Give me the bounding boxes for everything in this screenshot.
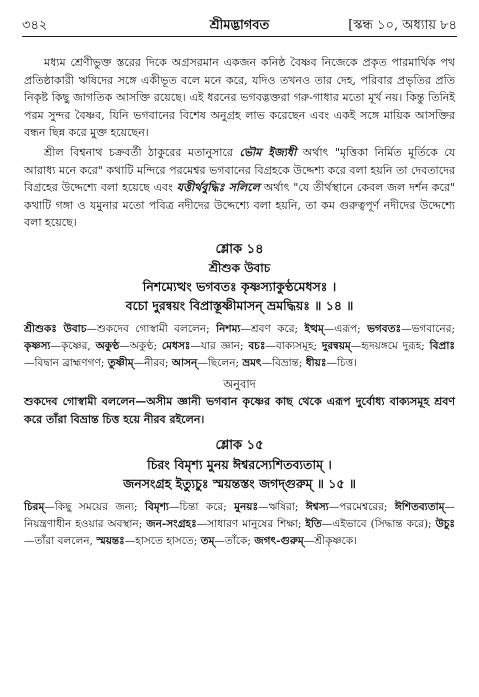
synonym-meaning: —যার জ্ঞান; [190, 339, 249, 352]
synonym-word: বচঃ [248, 339, 266, 352]
synonym-word: ভ্রমৎ [242, 356, 262, 369]
chapter-reference: [স্কন্ধ ১০, অধ্যায় ৮৪ [348, 18, 457, 33]
synonym-word: ইতি [305, 518, 322, 531]
synonym-word: ঈশিতব্যতাম্ [394, 501, 445, 514]
synonym-word: আসন্ [171, 356, 198, 369]
synonym-meaning: —বাক্যসমূহ; [265, 339, 322, 352]
purport-tail: অর্থাৎ "যে তীর্থস্থানে কেবল জল দর্শন করে" কথাটি গঙ্গা ও যমুনার মতো পবিত্র নদীদের উদ্দেশ্যে বলা হয়নি, তা কম গুরুত্বপূর্ণ নদীদের উদ্দেশ্যে বলা হয়েছে। [24, 181, 456, 230]
synonym-meaning: —পরমেশ্বরের; [328, 501, 395, 514]
synonym-word: তুষ্ণীম্ [107, 356, 134, 369]
synonym-word: বিপ্রাঃ [429, 339, 455, 352]
synonym-meaning: —ঋষিরা; [258, 501, 306, 514]
synonym-meaning: —হাসতে হাসতে; [124, 535, 201, 548]
verse-14-line-1: নিশম্যেত্থং ভগবতঃ কৃষ্ণস্যাকুণ্ঠমেধসঃ । [142, 278, 337, 294]
synonym-word: ভগবতঃ [367, 322, 402, 335]
purport-paragraph-1: মধ্যম শ্রেণীভুক্ত স্তরের দিকে অগ্রসরমান একজন কনিষ্ঠ বৈষ্ণব নিজেকে প্রকৃত পারমার্থিক পথ প্রতিষ্ঠাকারী ঋষিদের সঙ্গে একীভূত বলে মনে করে, যদিও তখনও তার দেহ, পরিবার প্রভৃতির প্রতি নিকৃষ্ট কিছু জাগতিক আসক্তি রয়েছে। এই ধরনের ভগবদ্ভক্তরা গরু-গাধার মতো মূর্খ নয়। কিন্তু তিনিই পরম সুন্দর বৈষ্ণব, যিনি ভগবানের বিশেষ অনুগ্রহ লাভ করেছেন এবং একই সঙ্গে মায়িক আসক্তির বন্ধন ছিন্ন করে মুক্ত হয়েছেন। [24, 56, 455, 140]
synonym-word: শ্রীশুকঃ উবাচ [24, 322, 87, 335]
synonym-meaning: —তাঁরা বললেন, [24, 535, 97, 548]
verse-14-translation: শুকদেব গোস্বামী বললেন—অসীম জ্ঞানী ভগবান কৃষ্ণের কাছ থেকে এরূপ দুর্বোধ্য বাক্যসমূহ শ্রবণ করে তাঁরা বিভ্রান্ত চিত্ত হয়ে নীরব রইলেন। [24, 394, 455, 426]
synonym-word: বিমৃশ্য [145, 501, 169, 514]
term-yat-tirtha-buddhih: যত্তীর্থবুদ্ধিঃ সলিলে [176, 181, 260, 195]
synonym-meaning: —বিদ্বান ব্রাহ্মণগণ; [24, 356, 108, 369]
synonym-word: কৃষ্ণস্য [24, 339, 51, 352]
synonym-meaning: —ভগবানের; [401, 322, 456, 335]
page-header [22, 12, 457, 37]
page-body [24, 54, 455, 550]
synonym-meaning: —অকুণ্ঠ; [119, 339, 162, 352]
verse-15-heading: শ্লোক ১৫ [215, 438, 264, 454]
synonym-meaning: —বিভ্রান্ত; [261, 356, 306, 369]
synonym-word: অকুণ্ঠ [95, 339, 120, 352]
book-title: শ্রীমদ্ভাগবত [209, 18, 270, 33]
synonym-meaning: —নীরব; [133, 356, 172, 369]
synonym-word: নিশম্য [216, 322, 241, 335]
verse-14-synonyms [24, 321, 455, 372]
verse-15-line-2: জনসংগ্রহ ইত্যুচুঃ স্ময়ন্তস্তং জগদ্গুরুম্ ॥ ১৫ ॥ [123, 476, 356, 492]
synonym-meaning: —ছিলেন; [197, 356, 243, 369]
purport-lead: শ্রীল বিশ্বনাথ চক্রবর্তী ঠাকুরের মতানুসারে [44, 145, 233, 159]
synonym-meaning: —এইভাবে (সিদ্ধান্ত করে); [321, 518, 436, 531]
verse-14-line-2: বচো দুরন্বয়ং বিপ্রাস্তূষ্ণীমাসন্ ভ্রমদ্ধিয়ঃ ॥ ১৪ ॥ [125, 297, 354, 313]
synonym-meaning: —নিয়ন্ত্রণাধীন হওয়ার অবস্থান; [24, 501, 455, 531]
synonym-meaning: —কৃষ্ণের, [50, 339, 96, 352]
synonym-word: ধীয়ঃ [305, 356, 327, 369]
synonym-meaning: —শ্রীকৃষ্ণকে। [303, 535, 357, 548]
purport-paragraph-2 [24, 144, 455, 232]
synonym-word: ইত্থম্ [304, 322, 324, 335]
term-bhauma-ijyadhi: ভৌম ইজ্যধী [239, 145, 297, 159]
verse-14-speaker: শ্রীশুক উবাচ [208, 260, 271, 275]
synonym-meaning: —শ্রবণ করে; [240, 322, 305, 335]
verse-15-synonyms [24, 499, 455, 550]
synonym-meaning: —কিছু সময়ের জন্য; [44, 501, 146, 514]
synonym-meaning: —চিত্ত। [326, 356, 357, 369]
page-number: ৩৪২ [22, 18, 48, 33]
synonym-meaning: —শুকদেব গোস্বামী বললেন; [86, 322, 217, 335]
synonym-word: চিরম্ [24, 501, 45, 514]
synonym-meaning: —তাঁকে; [214, 535, 255, 548]
synonym-meaning: —সাধারণ মানুষের শিক্ষা; [196, 518, 306, 531]
verse-15-line-1: চিরং বিমৃশ্য মুনয় ঈশ্বরস্যেশিতব্যতাম্ । [147, 457, 332, 473]
synonym-meaning: —চিন্তা করে; [168, 501, 235, 514]
synonym-word: তম্ [200, 535, 215, 548]
synonym-word: দুরন্বয়ম্ [321, 339, 351, 352]
synonym-word: মেধসঃ [161, 339, 191, 352]
verse-14-translation-label: অনুবাদ [223, 376, 256, 391]
synonym-meaning: —এরূপ; [323, 322, 368, 335]
synonym-word: উচুঃ [435, 518, 456, 531]
verse-14-heading: শ্লোক ১৪ [215, 241, 264, 257]
synonym-meaning: —হৃদয়ঙ্গমে দুরূহ; [350, 339, 430, 352]
synonym-word: মুনয়ঃ [234, 501, 259, 514]
synonym-word: জগৎ-গুরুম্ [254, 535, 304, 548]
purport-middle: অর্থাৎ "মৃত্তিকা নির্মিত মূর্তিকে যে আরাধ্য মনে করে" কথাটি মন্দিরে পরমেশ্বর ভগবানের বিগ্রহকে উদ্দেশ্য করে বলা হয়নি তা দেবতাদের বিগ্রহের উদ্দেশ্যে বলা হয়েছে এবং [24, 145, 456, 195]
synonym-word: ঈশ্বস্য [305, 501, 329, 514]
synonym-word: জন-সংগ্রহঃ [146, 518, 197, 531]
synonym-word: স্ময়ন্তঃ [96, 535, 125, 548]
